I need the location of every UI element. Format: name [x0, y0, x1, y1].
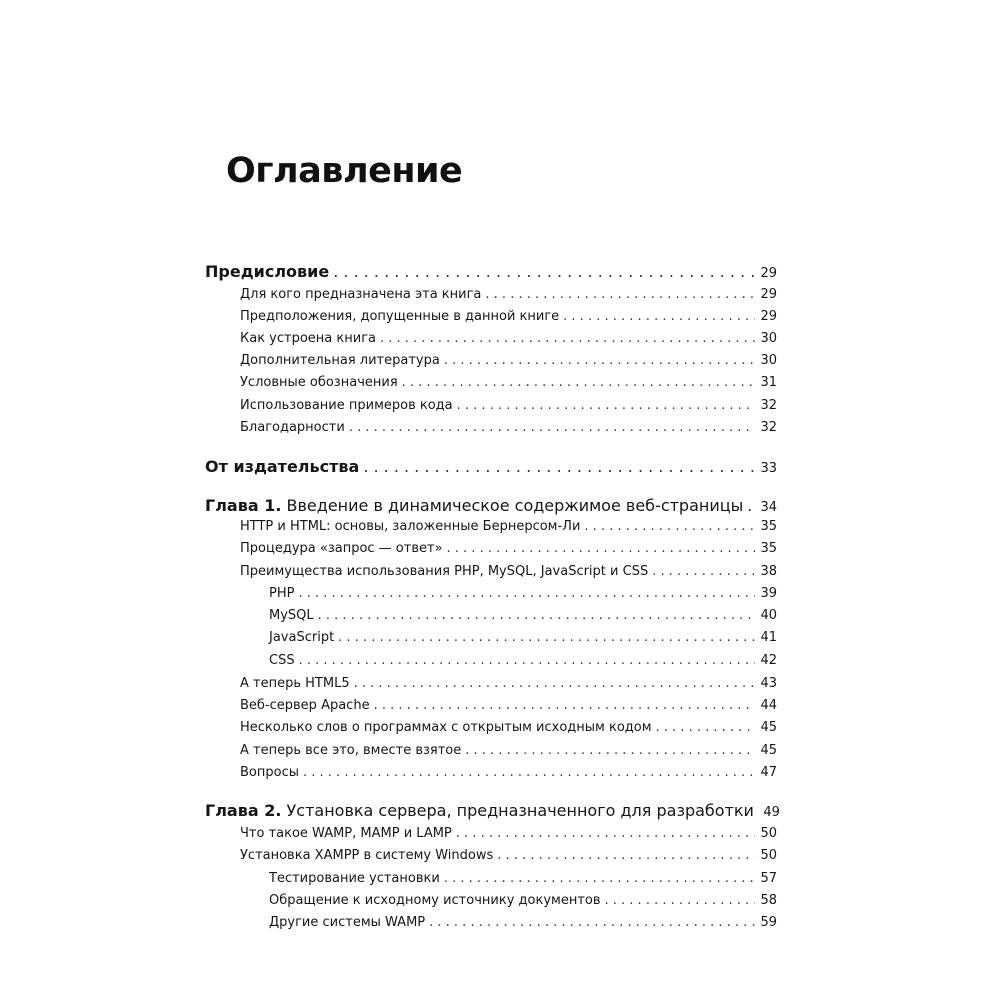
toc-page-number: 31	[760, 375, 777, 390]
dot-leader	[652, 562, 755, 582]
toc-section-entry	[205, 329, 777, 349]
dot-leader	[380, 329, 755, 349]
toc-entry-title: Обращение к исходному источнику документов	[269, 893, 601, 908]
toc-entry-label	[240, 741, 461, 761]
toc-entry-label	[205, 799, 754, 823]
toc-entry-label	[240, 396, 453, 416]
toc-entry-label	[240, 846, 493, 866]
toc-section-entry	[205, 517, 777, 537]
dot-leader	[299, 651, 755, 671]
toc-section-entry	[205, 628, 777, 648]
toc-page-number: 59	[760, 915, 777, 930]
toc-entry-label	[269, 628, 334, 648]
toc-entry-title: CSS	[269, 653, 295, 668]
toc-section-entry	[205, 606, 777, 626]
toc-entry-label	[205, 494, 743, 518]
toc-section-entry	[205, 651, 777, 671]
toc-entry-label	[205, 260, 329, 284]
toc-section-entry	[205, 674, 777, 694]
dot-leader	[444, 351, 755, 371]
toc-entry-title: Для кого предназначена эта книга	[240, 287, 482, 302]
toc-entry-label	[240, 763, 299, 783]
toc-page-number: 30	[760, 331, 777, 346]
toc-entry-label	[269, 584, 294, 604]
toc-section-entry	[205, 913, 777, 933]
toc-section-entry	[205, 718, 777, 738]
toc-entry-title: Введение в динамическое содержимое веб-страницы	[286, 496, 744, 515]
dot-leader	[363, 455, 755, 479]
toc-page-number: 45	[760, 743, 777, 758]
toc-section-entry	[205, 846, 777, 866]
toc-entry-label	[269, 913, 425, 933]
toc-entry-title: PHP	[269, 586, 295, 601]
toc-entry-label	[240, 539, 443, 559]
dot-leader	[747, 494, 755, 518]
dot-leader	[485, 285, 755, 305]
dot-leader	[457, 396, 755, 416]
toc-page-number: 39	[760, 586, 777, 601]
toc-entry-label	[240, 285, 481, 305]
toc-entry-title: Установка сервера, предназначенного для разработки	[286, 801, 754, 820]
toc-entry-label	[240, 373, 398, 393]
toc-entry-title: JavaScript	[269, 630, 335, 645]
toc-chapter-entry	[205, 494, 777, 518]
toc-entry-title: А теперь HTML5	[240, 676, 350, 691]
dot-leader	[456, 824, 755, 844]
toc-section-entry	[205, 396, 777, 416]
toc-page-number: 29	[760, 266, 777, 281]
toc-entry-label	[240, 517, 580, 537]
toc-page-number: 50	[760, 848, 777, 863]
toc-entry-title: Что такое WAMP, MAMP и LAMP	[240, 826, 452, 841]
toc-page-number: 41	[760, 630, 777, 645]
toc-entry-title: Несколько слов о программах с открытым исходным кодом	[240, 720, 652, 735]
toc-page-number: 30	[760, 353, 777, 368]
dot-leader	[605, 891, 756, 911]
toc-entry-title: Процедура «запрос — ответ»	[240, 541, 443, 556]
toc-page-number: 50	[760, 826, 777, 841]
dot-leader	[444, 869, 755, 889]
toc-chapter-entry	[205, 799, 780, 823]
dot-leader	[465, 741, 755, 761]
toc-page-number: 32	[760, 420, 777, 435]
dot-leader	[349, 418, 755, 438]
toc-entry-title: Использование примеров кода	[240, 398, 453, 413]
dot-leader	[497, 846, 755, 866]
dot-leader	[303, 763, 755, 783]
toc-page-number: 40	[760, 608, 777, 623]
toc-entry-title: Предисловие	[205, 262, 330, 281]
dot-leader	[429, 913, 755, 933]
toc-entry-label	[269, 891, 601, 911]
toc-entry-title: Веб-сервер Apache	[240, 698, 370, 713]
toc-section-entry	[205, 584, 777, 604]
dot-leader	[402, 373, 755, 393]
dot-leader	[447, 539, 755, 559]
toc-entry-title: Тестирование установки	[269, 871, 440, 886]
toc-entry-title: Дополнительная литература	[240, 353, 440, 368]
toc-entry-title: Установка XAMPP в систему Windows	[240, 848, 494, 863]
dot-leader	[333, 260, 755, 284]
toc-page-number: 43	[760, 676, 777, 691]
dot-leader	[318, 606, 755, 626]
dot-leader	[374, 696, 755, 716]
toc-page-number: 35	[760, 541, 777, 556]
toc-page-number: 49	[763, 805, 780, 820]
toc-entry-label	[240, 307, 559, 327]
toc-page-number: 42	[760, 653, 777, 668]
toc-section-entry	[205, 539, 777, 559]
dot-leader	[656, 718, 755, 738]
chapter-number: Глава 1.	[205, 496, 282, 515]
toc-entry-label	[240, 351, 440, 371]
toc-entry-title: Преимущества использования PHP, MySQL, JavaScript и CSS	[240, 564, 649, 579]
toc-page-number: 29	[760, 309, 777, 324]
toc-entry-label	[269, 869, 440, 889]
toc-entry-label	[240, 696, 370, 716]
toc-entry-title: Предположения, допущенные в данной книге	[240, 309, 560, 324]
toc-page-number: 33	[760, 461, 777, 476]
toc-chapter-entry	[205, 455, 777, 479]
toc-page-number: 38	[760, 564, 777, 579]
toc-chapter-entry	[205, 260, 777, 284]
toc-page-number: 58	[760, 893, 777, 908]
toc-page-number: 34	[760, 500, 777, 515]
dot-leader	[354, 674, 755, 694]
toc-entry-label	[240, 329, 376, 349]
toc-section-entry	[205, 696, 777, 716]
toc-page-number: 29	[760, 287, 777, 302]
toc-entry-title: Другие системы WAMP	[269, 915, 426, 930]
toc-entry-title: Благодарности	[240, 420, 345, 435]
toc-page-number: 32	[760, 398, 777, 413]
dot-leader	[338, 628, 755, 648]
dot-leader	[563, 307, 755, 327]
toc-entry-title: Условные обозначения	[240, 375, 398, 390]
dot-leader	[584, 517, 755, 537]
toc-page-number: 44	[760, 698, 777, 713]
toc-entry-label	[240, 674, 350, 694]
toc-page-number: 57	[760, 871, 777, 886]
toc-section-entry	[205, 418, 777, 438]
toc-entry-label	[240, 418, 345, 438]
toc-entry-title: HTTP и HTML: основы, заложенные Бернерсом-Ли	[240, 519, 581, 534]
toc-section-entry	[205, 307, 777, 327]
toc-entry-label	[269, 651, 295, 671]
toc-entry-title: А теперь все это, вместе взятое	[240, 743, 462, 758]
dot-leader	[298, 584, 755, 604]
toc-entry-title: MySQL	[269, 608, 314, 623]
toc-page-number: 35	[760, 519, 777, 534]
toc-section-entry	[205, 891, 777, 911]
toc-section-entry	[205, 741, 777, 761]
toc-section-entry	[205, 824, 777, 844]
toc-entry-title: Вопросы	[240, 765, 299, 780]
page-title: Оглавление	[226, 151, 463, 191]
toc-section-entry	[205, 285, 777, 305]
toc-section-entry	[205, 562, 777, 582]
toc-section-entry	[205, 351, 777, 371]
toc-page-number: 45	[760, 720, 777, 735]
table-of-contents	[205, 0, 780, 1000]
toc-entry-label	[205, 455, 359, 479]
toc-entry-label	[240, 562, 648, 582]
toc-page-number: 47	[760, 765, 777, 780]
toc-section-entry	[205, 763, 777, 783]
chapter-number: Глава 2.	[205, 801, 282, 820]
toc-entry-label	[269, 606, 314, 626]
toc-section-entry	[205, 373, 777, 393]
toc-section-entry	[205, 869, 777, 889]
toc-entry-title: Как устроена книга	[240, 331, 376, 346]
toc-entry-title: От издательства	[205, 457, 360, 476]
toc-entry-label	[240, 718, 652, 738]
toc-entry-label	[240, 824, 452, 844]
